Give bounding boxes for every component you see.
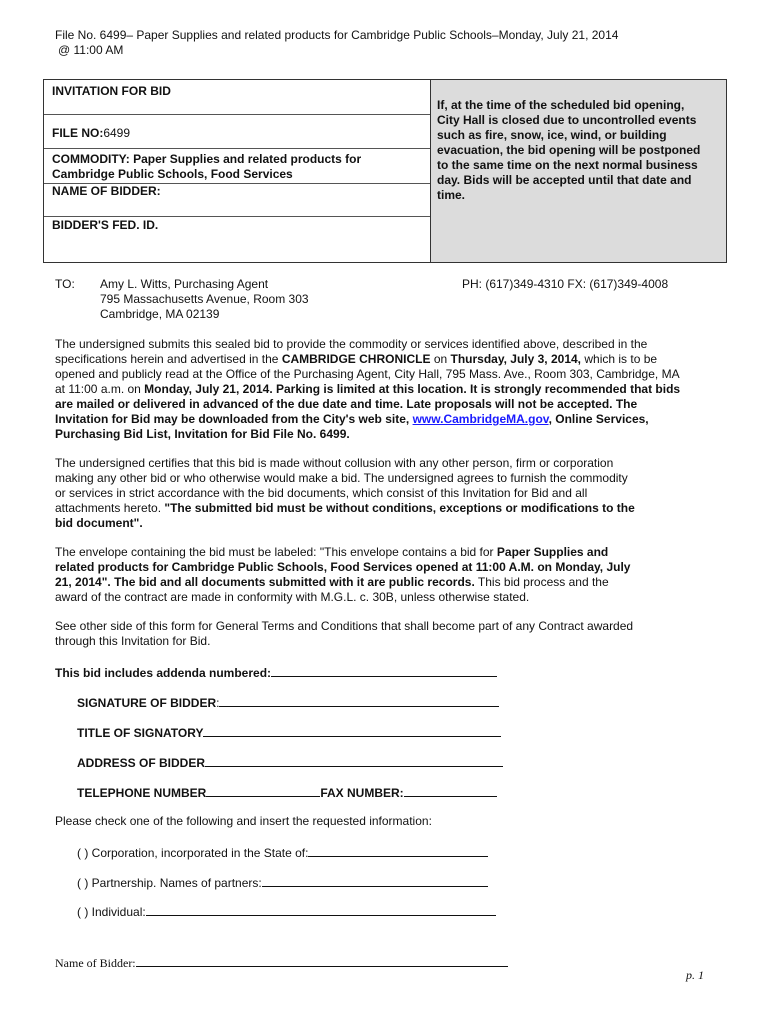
recipient-address-line-1: 795 Massachusetts Avenue, Room 303 <box>100 292 309 306</box>
text-line: opened and publicly read at the Office of the Purchasing Agent, City Hall, 795 Mass. Ave., Room 303, Cambridge, MA <box>55 367 680 381</box>
text-line <box>55 545 720 560</box>
title-field <box>77 724 501 741</box>
commodity-line-1: COMMODITY: Paper Supplies and related products for <box>52 152 362 166</box>
text-line: See other side of this form for General Terms and Conditions that shall become part of any Contract awarded <box>55 619 634 633</box>
text-span: which is to be <box>581 352 658 366</box>
text-span: at 11:00 a.m. on <box>55 382 145 396</box>
text-span: specifications herein and advertised in the <box>55 352 282 366</box>
text-span: attachments hereto. <box>55 501 165 515</box>
address-field <box>77 754 503 771</box>
telephone-label: TELEPHONE NUMBER <box>77 786 207 800</box>
text-line <box>55 575 720 590</box>
signature-colon: : <box>216 696 220 710</box>
document-header <box>55 28 618 58</box>
address-input-line[interactable] <box>205 754 503 767</box>
paragraph-submission <box>55 337 720 442</box>
notice-line: day. Bids will be accepted until that date and <box>437 173 692 187</box>
recipient-name: Amy L. Witts, Purchasing Agent <box>100 277 269 291</box>
notice-line: time. <box>437 188 466 202</box>
notice-line: to the same time on the next normal business <box>437 158 698 172</box>
paragraph-terms <box>55 619 720 649</box>
text-line <box>55 501 720 516</box>
to-label: TO: <box>55 277 75 291</box>
fax-input-line[interactable] <box>404 784 497 797</box>
text-span: Paper Supplies and <box>496 545 609 559</box>
corporation-state-input-line[interactable] <box>308 844 488 857</box>
text-line: bid document". <box>55 516 143 530</box>
advertised-date: Thursday, July 3, 2014, <box>450 352 582 366</box>
file-no-value: 6499 <box>103 126 131 140</box>
invitation-heading: INVITATION FOR BID <box>52 84 171 98</box>
individual-input-line[interactable] <box>146 903 496 916</box>
text-line: The undersigned submits this sealed bid to provide the commodity or services identified above, described in the <box>55 337 648 351</box>
file-no <box>52 126 130 141</box>
paragraph-envelope <box>55 545 720 605</box>
closure-notice <box>437 98 719 203</box>
title-label: TITLE OF SIGNATORY <box>77 726 204 740</box>
header-line-2: @ 11:00 AM <box>58 43 124 57</box>
header-line-1: File No. 6499– Paper Supplies and related products for Cambridge Public Schools–Monday, July 21, 2014 <box>55 28 619 42</box>
newspaper-name: CAMBRIDGE CHRONICLE <box>281 352 431 366</box>
city-website-link[interactable]: www.CambridgeMA.gov <box>412 412 549 426</box>
phone-fax-field <box>77 784 497 801</box>
text-line: The undersigned certifies that this bid is made without collusion with any other person, firm or corporation <box>55 456 614 470</box>
address-label: ADDRESS OF BIDDER <box>77 756 206 770</box>
phone-fax: PH: (617)349-4310 FX: (617)349-4008 <box>462 277 669 291</box>
name-of-bidder-label: NAME OF BIDDER: <box>52 184 161 198</box>
signature-field <box>77 694 499 711</box>
text-line: related products for Cambridge Public Schools, Food Services opened at 11:00 A.M. on Monday, July <box>55 560 631 574</box>
text-line: award of the contract are made in conformity with M.G.L. c. 30B, unless otherwise stated. <box>55 590 530 604</box>
addenda-input-line[interactable] <box>271 664 497 677</box>
signature-input-line[interactable] <box>219 694 499 707</box>
text-line: Purchasing Bid List, Invitation for Bid File No. 6499. <box>55 427 350 441</box>
divider <box>44 148 430 149</box>
addenda-field <box>55 664 497 681</box>
text-line: are mailed or delivered in advanced of the due date and time. Late proposals will not be accepted. The <box>55 397 638 411</box>
partnership-option <box>77 874 488 891</box>
notice-line: such as fire, snow, ice, wind, or building <box>437 128 667 142</box>
fax-label: FAX NUMBER: <box>320 786 404 800</box>
notice-line: If, at the time of the scheduled bid opening, <box>437 98 685 112</box>
text-line <box>55 412 720 427</box>
partners-input-line[interactable] <box>262 874 488 887</box>
text-span: on <box>430 352 451 366</box>
text-span: 21, 2014". The bid and all documents submitted with it are public records. <box>55 575 475 589</box>
text-line: through this Invitation for Bid. <box>55 634 211 648</box>
corporation-checkbox[interactable]: ( ) Corporation, incorporated in the State of: <box>77 846 309 860</box>
individual-option <box>77 903 496 920</box>
text-span: The envelope containing the bid must be labeled: "This envelope contains a bid for <box>55 545 497 559</box>
page-number: p. 1 <box>686 968 704 982</box>
notice-line: evacuation, the bid opening will be postponed <box>437 143 701 157</box>
divider <box>44 114 430 115</box>
fed-id-label: BIDDER'S FED. ID. <box>52 218 159 232</box>
footer-name-of-bidder <box>55 954 508 971</box>
text-line <box>55 352 720 367</box>
notice-line: City Hall is closed due to uncontrolled events <box>437 113 697 127</box>
corporation-option <box>77 844 488 861</box>
entity-instruction: Please check one of the following and insert the requested information: <box>55 814 432 828</box>
opening-date-notice: Monday, July 21, 2014. Parking is limited at this location. It is strongly recommended that bids <box>144 382 681 396</box>
paragraph-certification <box>55 456 720 531</box>
recipient-address-line-2: Cambridge, MA 02139 <box>100 307 220 321</box>
conditions-notice: "The submitted bid must be without conditions, exceptions or modifications to the <box>164 501 635 515</box>
footer-name-input-line[interactable] <box>136 954 508 967</box>
file-no-label: FILE NO: <box>52 126 104 140</box>
closure-notice-box <box>430 80 726 262</box>
divider <box>44 216 430 217</box>
telephone-input-line[interactable] <box>206 784 320 797</box>
footer-name-label: Name of Bidder: <box>55 956 136 970</box>
text-line: making any other bid or who otherwise would make a bid. The undersigned agrees to furnish the commodity <box>55 471 628 485</box>
text-span: , Online Services, <box>548 412 649 426</box>
individual-checkbox[interactable]: ( ) Individual: <box>77 905 146 919</box>
signature-label: SIGNATURE OF BIDDER <box>77 696 217 710</box>
partnership-checkbox[interactable]: ( ) Partnership. Names of partners: <box>77 876 262 890</box>
bid-info-left <box>44 80 430 262</box>
commodity-line-2: Cambridge Public Schools, Food Services <box>52 167 293 181</box>
addenda-label: This bid includes addenda numbered: <box>55 666 272 680</box>
title-input-line[interactable] <box>203 724 501 737</box>
text-line: or services in strict accordance with the bid documents, which consist of this Invitation for Bid and all <box>55 486 588 500</box>
text-span: This bid process and the <box>474 575 609 589</box>
text-span: Invitation for Bid may be downloaded from the City's web site, <box>55 412 413 426</box>
bid-info-box <box>43 79 727 263</box>
recipient-address <box>100 277 309 322</box>
text-line <box>55 382 720 397</box>
